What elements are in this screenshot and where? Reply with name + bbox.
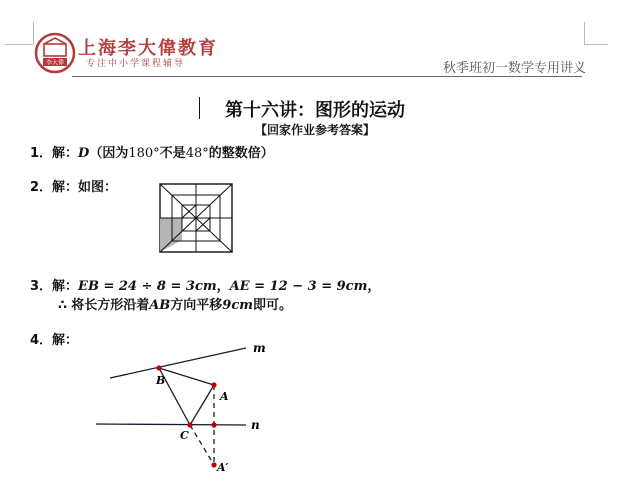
point-b [156, 365, 161, 370]
answer-2-text: 如图： [78, 180, 118, 195]
answer-3-end: ， [367, 279, 381, 294]
answer-1-number: 1．解： [30, 146, 79, 161]
label-m: m [253, 341, 266, 355]
label-a: A [220, 390, 229, 403]
answer-4-number: 4．解： [30, 333, 79, 348]
page-title: 第十六讲：图形的运动 [225, 100, 405, 121]
point-a-prime [211, 462, 216, 467]
point-a [211, 382, 216, 387]
answer-1-choice: D [78, 146, 90, 161]
crop-mark-top-right-v [584, 22, 585, 44]
answer-1-text-a: （因为 [89, 146, 129, 161]
answer-3-text-c: 即可。 [253, 298, 293, 313]
point-midpoint [211, 422, 216, 427]
answer-1-angle-b: 48° [185, 146, 209, 161]
course-name: 秋季班初一数学专用讲义 [442, 61, 586, 76]
answer-3-direction: AB [149, 298, 171, 313]
crop-mark-top-right-h [584, 44, 608, 45]
crop-mark-top-left-h [5, 44, 33, 45]
answer-4 [30, 329, 78, 348]
answer-3-separator: ， [216, 279, 230, 294]
answer-3-distance: 9cm [222, 298, 254, 313]
point-c [187, 422, 192, 427]
logo-text: 李大偉 [45, 59, 65, 67]
square-pattern-figure [158, 182, 234, 254]
label-a-prime: A′ [217, 461, 229, 474]
org-name: 上海李大偉教育 [78, 38, 218, 59]
answer-3-text-a: 将长方形沿着 [71, 298, 150, 313]
answer-3-text-b: 方向平移 [170, 298, 223, 313]
therefore-symbol: ∴ [58, 298, 68, 313]
answer-3-equation-eb: EB = 24 ÷ 8 = 3cm [78, 279, 217, 294]
label-b: B [156, 374, 166, 387]
answer-3-line-1 [30, 275, 380, 294]
answer-3-equation-ae: AE = 12 − 3 = 9cm [229, 279, 368, 294]
header-rule [72, 76, 582, 77]
answer-1-angle-a: 180° [128, 146, 160, 161]
reflection-figure [90, 338, 280, 478]
org-logo [34, 32, 76, 74]
page-subtitle: 【回家作业参考答案】 [254, 123, 375, 137]
label-n: n [251, 418, 260, 432]
answer-2 [30, 176, 117, 195]
label-c: C [180, 429, 189, 442]
org-slogan: 专注中小学课程辅导 [86, 59, 186, 69]
answer-1-text-c: 的整数倍） [208, 146, 274, 161]
answer-3-number: 3．解： [30, 279, 79, 294]
answer-1-text-b: 不是 [159, 146, 186, 161]
answer-1 [30, 142, 274, 161]
answer-2-number: 2．解： [30, 180, 79, 195]
line-n [96, 424, 246, 425]
answer-3-line-2 [58, 294, 292, 313]
